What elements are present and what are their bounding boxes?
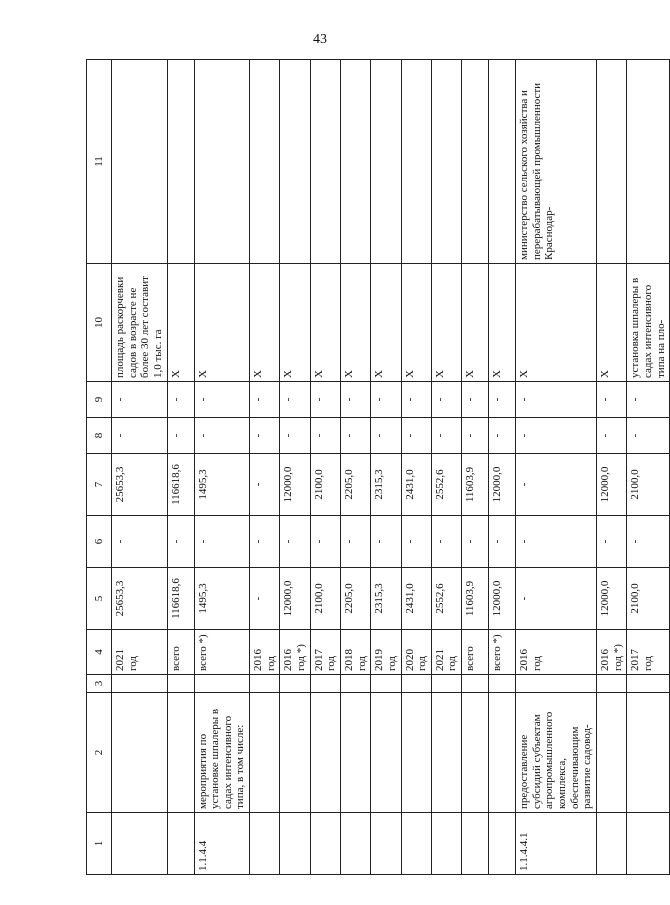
local-budget-cell: - — [112, 418, 168, 454]
responsible-party-cell — [462, 60, 489, 264]
year-cell: 2017 год — [627, 630, 670, 675]
responsible-party-cell — [310, 60, 340, 264]
local-budget-cell: - — [250, 418, 280, 454]
total-amount-cell: 2552,6 — [431, 568, 461, 630]
responsible-party-cell: министерство сельского хозяйства и перерабатывающей промышленности Краснодар- — [516, 60, 597, 264]
year-cell: 2017 год — [310, 630, 340, 675]
other-sources-cell: - — [462, 382, 489, 418]
federal-budget-cell: - — [250, 516, 280, 568]
total-amount-cell: 12000,0 — [280, 568, 310, 630]
local-budget-cell: - — [401, 418, 431, 454]
table-row — [194, 60, 250, 875]
responsible-party-cell — [112, 60, 168, 264]
year-cell: 2021 год — [112, 630, 168, 675]
activity-name-cell — [462, 693, 489, 813]
other-sources-cell: - — [280, 382, 310, 418]
column-number-row — [87, 60, 112, 875]
local-budget-cell: - — [371, 418, 401, 454]
status-cell — [431, 675, 461, 693]
column-header: 6 — [87, 516, 112, 568]
status-cell — [627, 675, 670, 693]
local-budget-cell: - — [194, 418, 250, 454]
responsible-party-cell — [340, 60, 370, 264]
year-cell: всего *) — [489, 630, 516, 675]
status-cell — [516, 675, 597, 693]
regional-budget-cell: 116618,6 — [167, 454, 194, 516]
expected-result-cell: Х — [167, 264, 194, 382]
activity-name-cell — [112, 693, 168, 813]
year-cell: 2016 год *) — [596, 630, 626, 675]
other-sources-cell: - — [371, 382, 401, 418]
status-cell — [371, 675, 401, 693]
table-row — [401, 60, 431, 875]
other-sources-cell: - — [596, 382, 626, 418]
activity-name-cell — [401, 693, 431, 813]
year-cell: 2016 год — [250, 630, 280, 675]
local-budget-cell: - — [431, 418, 461, 454]
local-budget-cell: - — [596, 418, 626, 454]
regional-budget-cell: 1495,3 — [194, 454, 250, 516]
activity-name-cell — [489, 693, 516, 813]
federal-budget-cell: - — [340, 516, 370, 568]
column-header: 11 — [87, 60, 112, 264]
expected-result-cell: Х — [431, 264, 461, 382]
item-number-cell — [401, 813, 431, 875]
item-number-cell: 1.1.4.4.1 — [516, 813, 597, 875]
total-amount-cell: 25653,3 — [112, 568, 168, 630]
local-budget-cell: - — [280, 418, 310, 454]
expected-result-cell: Х — [310, 264, 340, 382]
table-row — [516, 60, 597, 875]
regional-budget-cell: - — [516, 454, 597, 516]
federal-budget-cell: - — [112, 516, 168, 568]
expected-result-cell: Х — [401, 264, 431, 382]
column-header: 4 — [87, 630, 112, 675]
local-budget-cell: - — [167, 418, 194, 454]
total-amount-cell: 12000,0 — [489, 568, 516, 630]
expected-result-cell: Х — [340, 264, 370, 382]
item-number-cell — [462, 813, 489, 875]
activity-name-cell: мероприятия по установке шпалеры в садах интенсивного типа, в том числе: — [194, 693, 250, 813]
federal-budget-cell: - — [401, 516, 431, 568]
total-amount-cell: - — [250, 568, 280, 630]
federal-budget-cell: - — [431, 516, 461, 568]
total-amount-cell: 12000,0 — [596, 568, 626, 630]
year-cell: 2020 год — [401, 630, 431, 675]
expected-result-cell: Х — [280, 264, 310, 382]
status-cell — [462, 675, 489, 693]
expected-result-cell: установка шпалеры в садах интенсивного типа на пло- — [627, 264, 670, 382]
total-amount-cell: 2205,0 — [340, 568, 370, 630]
item-number-cell — [310, 813, 340, 875]
table-row — [371, 60, 401, 875]
program-activities-table — [86, 59, 670, 875]
table-row — [112, 60, 168, 875]
item-number-cell — [431, 813, 461, 875]
column-header: 8 — [87, 418, 112, 454]
other-sources-cell: - — [489, 382, 516, 418]
year-cell: всего — [462, 630, 489, 675]
responsible-party-cell — [280, 60, 310, 264]
regional-budget-cell: 2315,3 — [371, 454, 401, 516]
status-cell — [340, 675, 370, 693]
responsible-party-cell — [167, 60, 194, 264]
total-amount-cell: 116618,6 — [167, 568, 194, 630]
total-amount-cell: 11603,9 — [462, 568, 489, 630]
responsible-party-cell — [431, 60, 461, 264]
regional-budget-cell: 12000,0 — [489, 454, 516, 516]
regional-budget-cell: 2100,0 — [627, 454, 670, 516]
responsible-party-cell — [194, 60, 250, 264]
federal-budget-cell: - — [280, 516, 310, 568]
other-sources-cell: - — [401, 382, 431, 418]
federal-budget-cell: - — [371, 516, 401, 568]
activity-name-cell — [627, 693, 670, 813]
activity-name-cell — [340, 693, 370, 813]
responsible-party-cell — [596, 60, 626, 264]
table-row — [340, 60, 370, 875]
regional-budget-cell: 2100,0 — [310, 454, 340, 516]
activity-name-cell — [250, 693, 280, 813]
federal-budget-cell: - — [310, 516, 340, 568]
status-cell — [194, 675, 250, 693]
table-row — [310, 60, 340, 875]
expected-result-cell: Х — [194, 264, 250, 382]
other-sources-cell: - — [516, 382, 597, 418]
regional-budget-cell: 12000,0 — [280, 454, 310, 516]
year-cell: всего *) — [194, 630, 250, 675]
responsible-party-cell — [250, 60, 280, 264]
item-number-cell — [340, 813, 370, 875]
other-sources-cell: - — [340, 382, 370, 418]
column-header: 7 — [87, 454, 112, 516]
other-sources-cell: - — [310, 382, 340, 418]
status-cell — [280, 675, 310, 693]
table-row — [596, 60, 626, 875]
expected-result-cell: площадь раскорчевки садов в возрасте не более 30 лет составит 1,0 тыс. га — [112, 264, 168, 382]
activity-name-cell — [167, 693, 194, 813]
year-cell: 2019 год — [371, 630, 401, 675]
local-budget-cell: - — [489, 418, 516, 454]
item-number-cell — [167, 813, 194, 875]
other-sources-cell: - — [627, 382, 670, 418]
item-number-cell — [280, 813, 310, 875]
table-row — [462, 60, 489, 875]
total-amount-cell: 1495,3 — [194, 568, 250, 630]
federal-budget-cell: - — [596, 516, 626, 568]
regional-budget-cell: 2552,6 — [431, 454, 461, 516]
responsible-party-cell — [627, 60, 670, 264]
other-sources-cell: - — [431, 382, 461, 418]
column-header: 9 — [87, 382, 112, 418]
regional-budget-cell: - — [250, 454, 280, 516]
table-row — [250, 60, 280, 875]
federal-budget-cell: - — [462, 516, 489, 568]
regional-budget-cell: 2205,0 — [340, 454, 370, 516]
item-number-cell — [627, 813, 670, 875]
federal-budget-cell: - — [194, 516, 250, 568]
status-cell — [489, 675, 516, 693]
year-cell: 2016 год *) — [280, 630, 310, 675]
other-sources-cell: - — [250, 382, 280, 418]
expected-result-cell: Х — [489, 264, 516, 382]
expected-result-cell: Х — [596, 264, 626, 382]
year-cell: всего — [167, 630, 194, 675]
column-header: 3 — [87, 675, 112, 693]
table-row — [431, 60, 461, 875]
item-number-cell — [112, 813, 168, 875]
status-cell — [167, 675, 194, 693]
expected-result-cell: Х — [516, 264, 597, 382]
table-row — [489, 60, 516, 875]
local-budget-cell: - — [516, 418, 597, 454]
status-cell — [250, 675, 280, 693]
status-cell — [112, 675, 168, 693]
local-budget-cell: - — [310, 418, 340, 454]
total-amount-cell: 2100,0 — [310, 568, 340, 630]
year-cell: 2016 год — [516, 630, 597, 675]
local-budget-cell: - — [627, 418, 670, 454]
item-number-cell — [250, 813, 280, 875]
activity-name-cell — [371, 693, 401, 813]
regional-budget-cell: 25653,3 — [112, 454, 168, 516]
responsible-party-cell — [371, 60, 401, 264]
column-header: 1 — [87, 813, 112, 875]
other-sources-cell: - — [167, 382, 194, 418]
page-number: 43 — [313, 32, 327, 47]
total-amount-cell: 2100,0 — [627, 568, 670, 630]
federal-budget-cell: - — [489, 516, 516, 568]
year-cell: 2018 год — [340, 630, 370, 675]
expected-result-cell: Х — [371, 264, 401, 382]
table-row — [627, 60, 670, 875]
item-number-cell — [371, 813, 401, 875]
federal-budget-cell: - — [516, 516, 597, 568]
table-row — [167, 60, 194, 875]
regional-budget-cell: 2431,0 — [401, 454, 431, 516]
local-budget-cell: - — [340, 418, 370, 454]
status-cell — [310, 675, 340, 693]
column-header: 5 — [87, 568, 112, 630]
total-amount-cell: - — [516, 568, 597, 630]
activity-name-cell — [310, 693, 340, 813]
federal-budget-cell: - — [627, 516, 670, 568]
rotated-table-container — [86, 60, 667, 875]
other-sources-cell: - — [194, 382, 250, 418]
total-amount-cell: 2431,0 — [401, 568, 431, 630]
responsible-party-cell — [489, 60, 516, 264]
status-cell — [596, 675, 626, 693]
item-number-cell — [489, 813, 516, 875]
activity-name-cell — [596, 693, 626, 813]
regional-budget-cell: 12000,0 — [596, 454, 626, 516]
item-number-cell — [596, 813, 626, 875]
activity-name-cell — [280, 693, 310, 813]
column-header: 10 — [87, 264, 112, 382]
activity-name-cell — [431, 693, 461, 813]
table-row — [280, 60, 310, 875]
year-cell: 2021 год — [431, 630, 461, 675]
expected-result-cell: Х — [250, 264, 280, 382]
expected-result-cell: Х — [462, 264, 489, 382]
total-amount-cell: 2315,3 — [371, 568, 401, 630]
responsible-party-cell — [401, 60, 431, 264]
activity-name-cell: предоставление субсидий субъектам агропромышленного комплекса, обеспечивающим развитие садовод- — [516, 693, 597, 813]
federal-budget-cell: - — [167, 516, 194, 568]
local-budget-cell: - — [462, 418, 489, 454]
column-header: 2 — [87, 693, 112, 813]
regional-budget-cell: 11603,9 — [462, 454, 489, 516]
status-cell — [401, 675, 431, 693]
item-number-cell: 1.1.4.4 — [194, 813, 250, 875]
other-sources-cell: - — [112, 382, 168, 418]
